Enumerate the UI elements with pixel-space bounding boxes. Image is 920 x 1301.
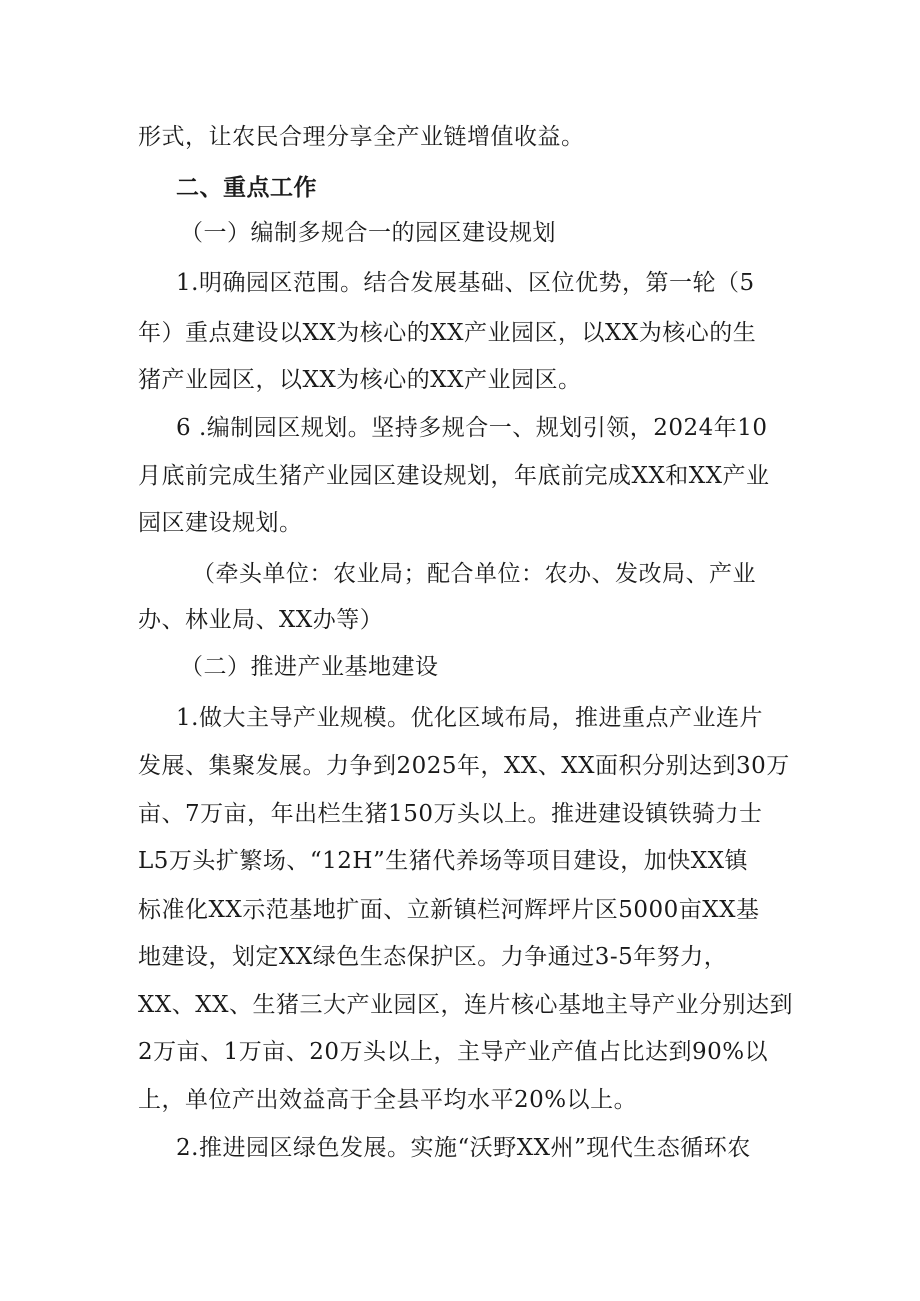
text-line: （牵头单位：农业局；配合单位：农办、发改局、产业 [192,561,756,587]
text-line: 亩、7万亩，年出栏生猪150万头以上。推进建设镇铁骑力士 [138,801,763,827]
text-line: 月底前完成生猪产业园区建设规划，年底前完成XX和XX产业 [138,463,770,489]
text-line: 发展、集聚发展。力争到2025年，XX、XX面积分别达到30万 [138,753,790,779]
section-heading: 二、重点工作 [176,174,317,201]
text-line: 地建设，划定XX绿色生态保护区。力争通过3-5年努力， [138,944,728,970]
text-line: 2.推进园区绿色发展。实施“沃野XX州”现代生态循环农 [176,1135,751,1161]
text-line: XX、XX、生猪三大产业园区，连片核心基地主导产业分别达到 [138,992,793,1018]
text-line: 猪产业园区，以XX为核心的XX产业园区。 [138,367,582,393]
subsection-heading: （二）推进产业基地建设 [180,654,439,680]
text-line: 园区建设规划。 [138,510,303,536]
text-line: 1.做大主导产业规模。优化区域布局，推进重点产业连片 [176,705,763,731]
text-line: 上，单位产出效益高于全县平均水平20%以上。 [138,1087,638,1113]
text-line: 年）重点建设以XX为核心的XX产业园区，以XX为核心的生 [138,320,757,346]
text-line: 6 .编制园区规划。坚持多规合一、规划引领，2024年10 [176,415,768,441]
text-line: 标准化XX示范基地扩面、立新镇栏河辉坪片区5000亩XX基 [138,897,760,923]
text-line: 形式，让农民合理分享全产业链增值收益。 [138,124,585,150]
text-line: L5万头扩繁场、“12H”生猪代养场等项目建设，加快XX镇 [138,848,748,874]
text-line: 办、林业局、XX办等） [138,607,384,633]
text-line: 1.明确园区范围。结合发展基础、区位优势，第一轮（5 [176,270,755,296]
subsection-heading: （一）编制多规合一的园区建设规划 [180,220,556,246]
text-line: 2万亩、1万亩、20万头以上，主导产业产值占比达到90%以 [138,1039,769,1065]
